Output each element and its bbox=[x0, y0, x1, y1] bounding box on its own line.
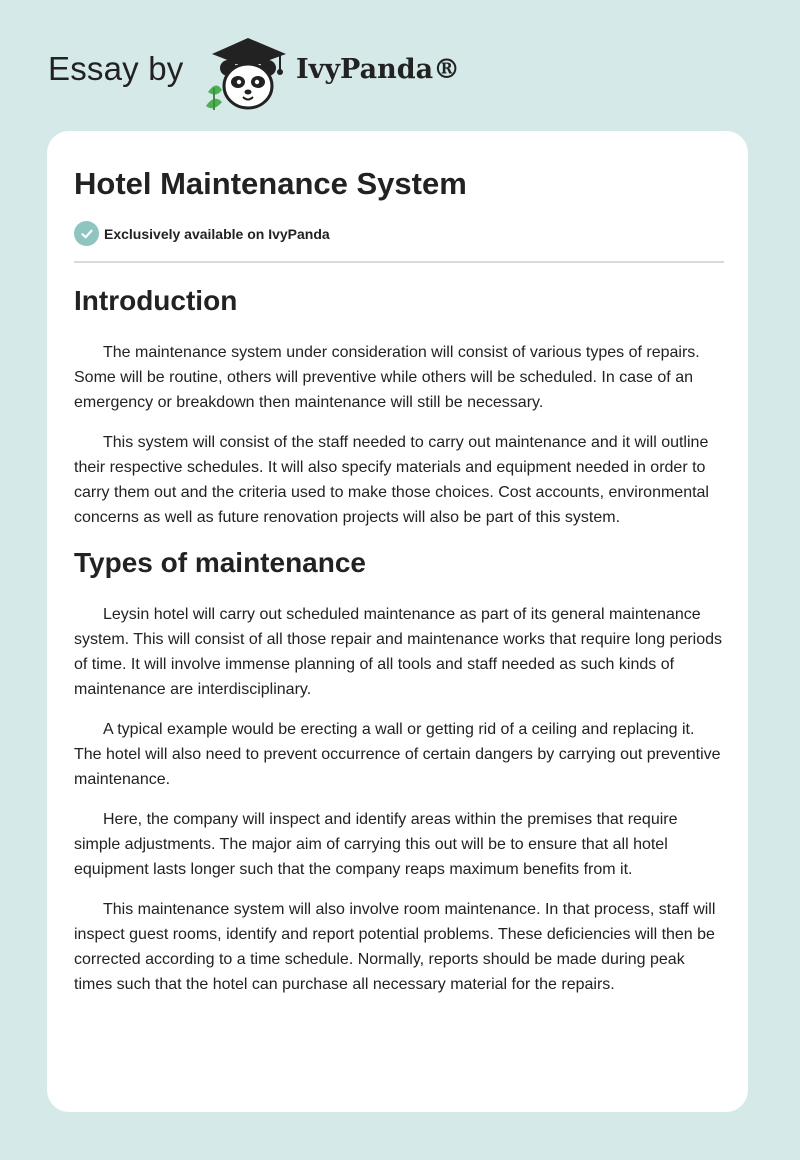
section-heading: Types of maintenance bbox=[74, 547, 367, 578]
paragraph: A typical example would be erecting a wall or getting rid of a ceiling and replacing it. The hotel will also need to prevent occurrence of certain dangers by carrying out preventive maintenance. bbox=[74, 721, 721, 788]
brand-name[interactable]: IvyPanda® bbox=[296, 54, 461, 85]
check-badge-icon bbox=[74, 221, 99, 246]
paragraph: Leysin hotel will carry out scheduled maintenance as part of its general maintenance system. This will consist of all those repair and maintenance works that require long periods of time. It will involve immense planning of all tools and staff needed as such kinds of maintenance are interdisciplinary. bbox=[74, 606, 723, 698]
paragraph: This maintenance system will also involve room maintenance. In that process, staff will inspect guest rooms, identify and report potential problems. These deficiencies will then be corrected according to a time schedule. Normally, reports should be made during peak times such that the hotel can purchase all necessary material for the repairs. bbox=[74, 901, 716, 993]
site-header bbox=[0, 0, 800, 130]
exclusive-badge-label: Exclusively available on IvyPanda bbox=[104, 225, 330, 242]
paragraph: This system will consist of the staff needed to carry out maintenance and it will outline their respective schedules. It will also specify materials and equipment needed in order to carry them out and the criteria used to make those choices. Cost accounts, environmental concerns as well as future renovation projects will also be part of this system. bbox=[74, 434, 709, 526]
paragraph: Here, the company will inspect and identify areas within the premises that require simple adjustments. The major aim of carrying this out will be to ensure that all hotel equipment lasts longer such that the company reaps maximum benefits from it. bbox=[74, 811, 678, 878]
title-divider bbox=[74, 261, 724, 263]
essay-by-label: Essay by bbox=[48, 50, 184, 87]
section-types-of-maintenance bbox=[74, 545, 724, 997]
exclusive-badge bbox=[74, 221, 330, 246]
panda-logo-icon[interactable] bbox=[200, 32, 296, 112]
section-heading: Introduction bbox=[74, 285, 238, 316]
essay-body bbox=[74, 283, 724, 1012]
page-title: Hotel Maintenance System bbox=[74, 166, 467, 201]
section-introduction bbox=[74, 283, 724, 530]
essay-card bbox=[47, 131, 748, 1112]
paragraph: The maintenance system under consideration will consist of various types of repairs. Some will be routine, others will preventive while others will be scheduled. In case of an emergency or breakdown then maintenance will still be necessary. bbox=[74, 344, 700, 411]
